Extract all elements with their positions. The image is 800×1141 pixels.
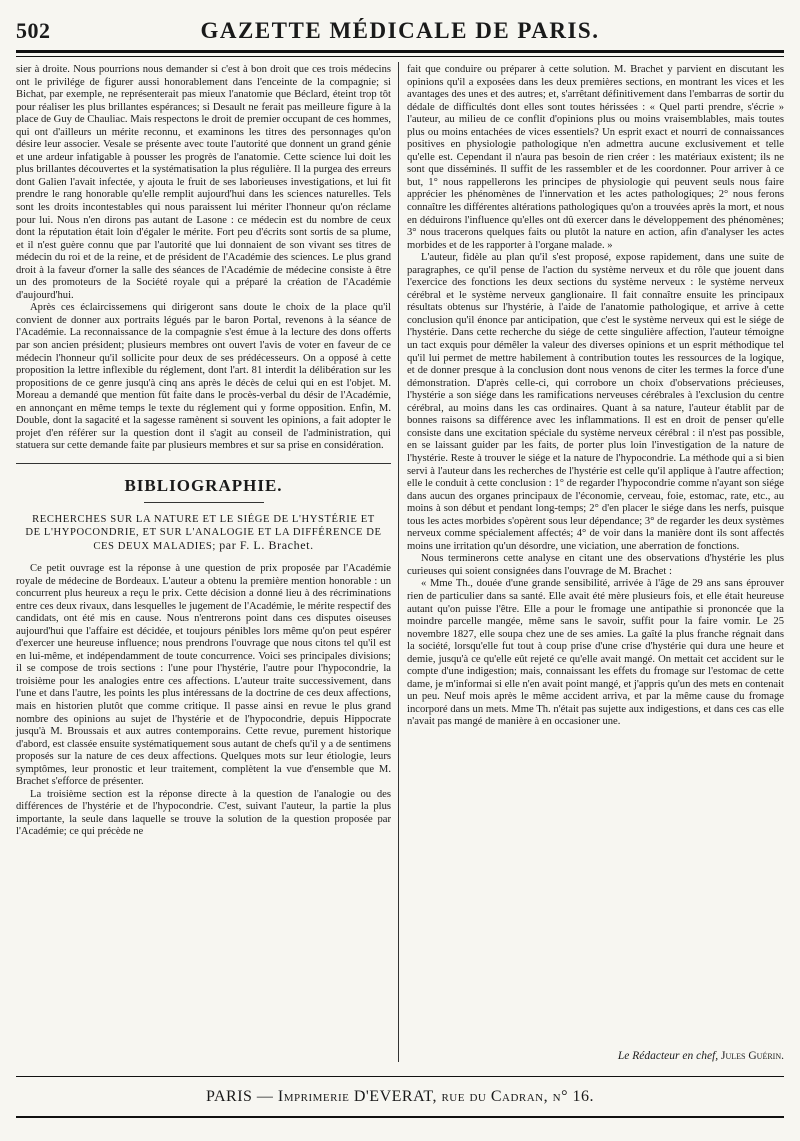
column-divider — [398, 62, 399, 1062]
left-paragraph: Après ces éclaircissemens qui dirigeront sans doute le choix de la place qu'il convient de donner aux portraits légués par le baron Portal, revenons à la séance de l'Académie. La reconnaissance de la compagnie s'est émue à la lecture des dons offerts par son ancien président; plusieurs membres ont ouvert l'avis de voter en faveur de ce médecin l'honneur qu'il sollicite pour deux de ses prédécesseurs. On a opposé à cette proposition la lettre inflexible du réglement, dont l'art. 81 interdit la délibération sur les propositions de ce genre jusqu'à cinq ans après le décès de celui qui en est l'objet. M. Moreau a demandé que mention fût faite dans le procès-verbal du désir de l'Académie, en annonçant en même temps le texte du réglement qui y forme opposition. Enfin, M. Double, dont la sagacité et la sagesse ramènent si souvent les opinions, a fait adopter le projet d'en référer sur la question dont il s'agit au conseil de l'administration, qui statuera sur cette demande faite par plusieurs membres et sur sa prise en considération. — [16, 302, 391, 452]
review-paragraph: La troisième section est la réponse directe à la question de l'analogie ou des différences de l'hystérie et de l'hypocondrie. C'est, suivant l'auteur, la partie la plus importante, la seule dans laquelle se trouve la solution de la question proposée par l'Académie; ce qui précède ne — [16, 788, 391, 838]
review-paragraph: Ce petit ouvrage est la réponse à une question de prix proposée par l'Académie royale de médecine de Bordeaux. L'auteur a obtenu la première mention honorable : un concurrent plus heureux a reçu le prix. Cette décision a donné lieu à des récriminations entre ces deux rivaux, dans lesquelles le jugement de l'Académie, le mérite respectif des candidats, ont été mis en cause. Nous n'entrerons point dans ces disputes oiseuses aujourd'hui que l'affaire est décidée, et toujours pénibles lors même qu'on peut espérer d'exercer une heureuse influence; nous prendrons l'ouvrage que nous citons tel qu'il est en lui-même, et indépendamment de toute concurrence. Voici ses principales divisions; il se compose de trois sections : l'une pour l'hystérie, l'autre pour l'hypocondrie, la troisième pour les analogies entre ces affections. L'auteur traite successivement, dans l'une et dans l'autre, les points les plus intéressans de la doctrine de ces deux affections, mais en historien plutôt que comme critique. Il passe ainsi en revue le plus grand nombre des opinions au sujet de l'hystérie et de l'hypocondrie, depuis Hippocrate jusqu'à M. Broussais et aux autres contemporains. Cette revue, purement historique d'abord, est classée ensuite systématiquement sous autant de chefs qu'il y a de sentimens proposés sur la nature de ces deux affections. Quelques mots sur leur étiologie, leurs symptômes, leur pronostic et leur traitement, complètent la vue d'ensemble que M. Brachet s'efforce de présenter. — [16, 562, 391, 788]
footer-rule-thick — [16, 1116, 784, 1118]
footer-address: rue du Cadran, n° 16. — [436, 1088, 594, 1105]
book-title: RECHERCHES SUR LA NATURE ET LE SIÉGE DE L'HYSTÉRIE ET DE L'HYPOCONDRIE, ET SUR L'ANALOGIE ET LA DIFFÉRENCE DE CES DEUX MALADIES; — [25, 513, 382, 552]
header-rule — [16, 50, 784, 53]
footer-city: PARIS — — [206, 1088, 278, 1105]
signature-name: Jules Guérin. — [721, 1050, 784, 1062]
page-header — [16, 14, 784, 46]
observation-quote: « Mme Th., douée d'une grande sensibilité, arrivée à l'âge de 29 ans sans éprouver rien de particulier dans sa santé. Elle avait été mère plusieurs fois, et elle était heureuse autant qu'on puisse l'être. Elle a pour le fromage une antipathie si prononcée que la moindre parcelle mangée, même sans le savoir, suffit pour la faire vomir. Le 25 novembre 1827, elle soupa chez une de ses amies. La gaîté la plus franche régnait dans la société, lorsqu'elle fut tout à coup prise d'une crise d'hystérie qui dura une heure et demie, jusqu'à ce qu'elle eût rejeté ce qu'elle avait mangé. On mettait cet accident sur le compte d'une indigestion; mais, connaissant les effets du fromage sur l'estomac de cette dame, je m'informai si elle n'en avait point mangé, et j'appris qu'un des mets en contenait un peu. Neuf mois après le même accident arriva, et par la même cause du fromage incorporé dans un mets. Mme Th. n'était pas sujette aux indigestions, et dans ces cas elle n'avait pas mangé de manière à en occasioner une. — [407, 578, 784, 728]
journal-title: GAZETTE MÉDICALE DE PARIS. — [200, 18, 600, 43]
footer-printer: Imprimerie D'EVERAT, — [277, 1088, 437, 1105]
footer-rule — [16, 1076, 784, 1077]
right-paragraph: Nous terminerons cette analyse en citant une des observations d'hystérie les plus curieuses qui soient consignées dans l'ouvrage de M. Brachet : — [407, 553, 784, 577]
right-column — [407, 64, 784, 729]
section-title: BIBLIOGRAPHIE. — [124, 475, 283, 495]
section-title-underline — [144, 502, 264, 503]
right-paragraph: fait que conduire ou préparer à cette solution. M. Brachet y parvient en discutant les opinions qu'il a exposées dans les deux premières sections, en montrant les vices et les avantages des unes et des autres; et, s'arrêtant définitivement dans l'embarras de sortir du dédale de difficultés dont elles sont toutes hérissées : « Quel parti prendre, s'écrie » l'auteur, au milieu de ce conflit d'opinions plus ou moins vraisemblables, mais toutes plus ou moins entachées de vices essentiels? Un esprit exact et nourri de connaissances positives en physiologie pathologique n'en admettra aucune exclusivement et telle qu'elle est. Cependant il n'aura pas besoin de rien créer : les matériaux existent; ils ne sont que disséminés. Il suffit de les rassembler et de les coordonner. Pour arriver à ce but, 1° nous rappellerons les principes de physiologie qui peuvent seuls nous faire apprécier les phénomènes de l'innervation et les actes pathologiques; 2° nous ferons connaître les différentes altérations pathologiques qu'on a trouvées après la mort, et nous en déduirons l'influence qu'elles ont dû exercer dans le développement des phénomènes; 3° nous tracerons quelques faits ou plutôt la nature en action, afin d'analyser les actes morbides et de les rapporter à l'organe malade. » — [407, 64, 784, 251]
left-column — [16, 64, 391, 839]
section-rule — [16, 463, 391, 464]
printer-footer — [16, 1088, 784, 1106]
header-rule-thin — [16, 56, 784, 57]
left-paragraph: sier à droite. Nous pourrions nous demander si c'est à bon droit que ces trois médecins ont le privilége de figurer aussi honorablement dans l'enceinte de la compagnie; si Bichat, par exemple, ne représenterait pas mieux l'anatomie que Béclard, éteint trop tôt pour réaliser les plus brillantes espérances; si Desault ne ferait pas meilleure figure à la place de Guy de Chauliac. Mais respectons le droit de premier occupant de ces hommes, qui ont d'ailleurs un mérite reconnu, et examinons les titres des personnages qu'on désire leur associer. Vesale se présente avec toute l'autorité que donnent un grand génie et une ardeur infatigable à pousser les progrès de l'anatomie. Cette science lui doit les plus brillantes découvertes et la systématisation la plus régulière. Il la purgea des erreurs dont Galien l'avait infectée, y ajouta le fruit de ses laborieuses investigations, et lui fit prendre le rang honorable qu'elle remplit aujourd'hui dans les sciences naturelles. Tels sont les droits incontestables qui nous paraissent lui mériter l'honneur qu'on réclame pour lui. Nous n'en dirons pas autant de Lasone : ce médecin est du nombre de ceux dont la réputation était loin d'égaler le mérite. Fort peu d'écrits sont sortis de sa plume, et il n'est guère connu que par l'autorité que lui donnaient de son vivant ses titres de médecin du roi et de la reine, et de président de l'Académie des sciences. Le plus grand droit à la faveur d'orner la salle des séances de l'Académie de médecine consiste à être un des promoteurs de la Société royale qui a préparé la création de l'Académie d'aujourd'hui. — [16, 64, 391, 301]
book-title-block — [24, 513, 383, 553]
book-author: par F. L. Brachet. — [219, 537, 314, 552]
signature-title: Le Rédacteur en chef, — [617, 1050, 719, 1062]
editor-signature — [407, 1050, 784, 1062]
right-paragraph: L'auteur, fidèle au plan qu'il s'est proposé, expose rapidement, dans une suite de paragraphes, ce qu'il pense de l'action du système nerveux et du rôle que jouent dans l'exercice des fonctions les deux sections du système nerveux : le système nerveux cérébral et le système nerveux ganglionaire. Il fait connaître ensuite les principaux résultats obtenus sur l'hystérie, à l'aide de l'anatomie pathologique, et arrive à cette conclusion qu'il énonce par anticipation, que c'est le système nerveux qui est le siége de l'hystérie. Dans cette recherche du siége de cette singulière affection, l'auteur témoigne un tact exquis pour démêler la valeur des diverses opinions et un esprit méthodique tel qu'il lui permet de mettre habilement à contribution toutes les ressources de la logique, et de donner presque à la conclusion dont nous venons de citer les termes la force d'une démonstration. D'après celle-ci, qui corrobore un choix d'observations précieuses, l'hystérie a son siége dans les ramifications nerveuses cérébrales à l'exclusion du centre cérébral, au moins dans les cas ordinaires. Quant à sa nature, l'auteur établit par de bonnes raisons sa différence avec les inflammations. Il est en droit de penser qu'elle consiste dans une excitation spéciale du système nerveux cérébral : il n'est pas possible, en se laissant guider par les faits, de porter plus loin l'investigation de la nature de l'hystérie. Reste à trouver le siége et la nature de l'hypocondrie. La méthode qui a si bien servi à l'auteur dans les recherches de l'hystérie est celle qu'il applique à l'autre affection; elle le conduit à cette conclusion : 1° de regarder l'hypocondrie comme n'ayant son siége dans aucun des organes principaux de l'économie, cerveau, foie, estomac, rate, etc., au moins à son début et pendant long-temps; 2° d'en placer le siége dans les nerfs, puisque tous les actes morbides s'opèrent sous leur dépendance; 3° de regarder les deux systèmes nerveux comme spécialement affectés; 4° de voir dans la manière dont ils sont affectés moins une irritation qu'un désordre, une viciation, une aberration de fonctions. — [407, 252, 784, 552]
page-number: 502 — [16, 18, 51, 43]
